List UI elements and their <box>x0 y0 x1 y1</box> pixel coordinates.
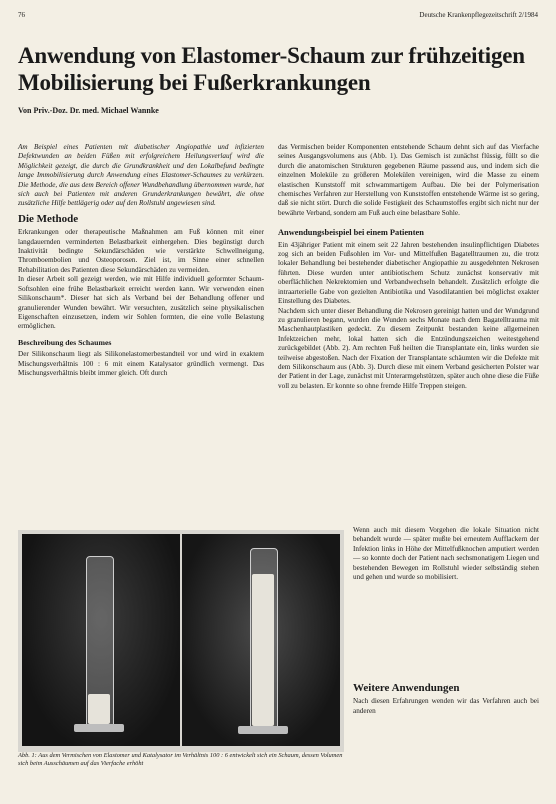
left-column <box>18 143 264 378</box>
article-title: Anwendung von Elastomer-Schaum zur frühzeitigen Mobilisierung bei Fußerkrankungen <box>18 43 525 95</box>
journal-name: Deutsche Krankenpflegezeitschrift 2/1984 <box>419 11 538 19</box>
paragraph: Erkrankungen oder therapeutische Maßnahmen am Fuß können mit einer langdauernden verminderten Belastbarkeit einhergehen. Dies begünstigt durch Inaktivität bedingte Sekundärschäden wie verstärkte Schwellneigung, Thromboembolien und Osteoporosen. Ziel ist, im Sinne einer schnellen Rehabilitation des Patienten diese Sekundärschäden zu vermeiden. <box>18 228 264 274</box>
mixture <box>88 694 110 724</box>
author-line: Von Priv.-Doz. Dr. med. Michael Wannke <box>18 106 159 115</box>
subsection-heading-schaum: Beschreibung des Schaumes <box>18 337 112 347</box>
paragraph: das Vermischen beider Komponenten entstehende Schaum dehnt sich auf das Vierfache seines Ausgangsvolumens aus (Abb. 1). Das Gemisch ist zunächst flüssig, füllt so die durch die anatomischen Strukturen gegebenen Räume passend aus, und indem sich die einzelnen Moleküle zu größeren Molekülen vereinigen, wird die Masse zu einem elastischen Kunststoff mit schwammartigem Aufbau. Die bei der Polymerisation chemisches Verfahren zur Herstellung von Kunststoffen entstehende Wärme ist so gering, daß sie nicht stört. Durch die solide Festigkeit des Schaumstoffes ergibt sich nicht nur der bewährte Verband, sondern am Fuß auch eine belastbare Sohle. <box>278 143 539 217</box>
paragraph: Der Silikonschaum liegt als Silikonelastomerbestandteil vor und wird in exaktem Mischungsverhältnis 100 : 6 mit einem Katalysator gründlich vermengt. Das Mischungsverhältnis bleibt immer gleich. Oft durch <box>18 350 264 377</box>
right-column <box>278 143 539 403</box>
paragraph: Ein 43jähriger Patient mit einem seit 22 Jahren bestehenden insulinpflichtigen Diabetes zog sich an beiden Fußsohlen im Vor- und Mittelfußen Bagatelltraumen zu, die trotz lokaler Behandlung bei bestehender diabetischer Angiopathie zu ausgedehnten Nekrosen führten. Diese wurden unter antibiotischem Schutz zunächst konservativ mit oberflächlichen Nekrektomien und Verbandwechseln behandelt. Zusätzlich erfolgte die intraarterielle Gabe von gezielten Antibiotika und Vasodilatantien bei möglichst exakter Einstellung des Diabetes. <box>278 240 539 306</box>
cylinder-base <box>238 726 288 734</box>
section-heading-methode: Die Methode <box>18 212 79 225</box>
paragraph: Nachdem sich unter dieser Behandlung die Nekrosen gereinigt hatten und der Wundgrund zu granulieren begann, wurden die Wunden sechs Monate nach dem Bagatelltrauma mit Maschenhautplastiken gedeckt. Zu diesem Zeitpunkt bestanden keine allgemeinen Infektzeichen mehr, lokal hatten sich die Entzündungszeichen weitestgehend zurückgebildet (Abb. 2). Am rechten Fuß heilten die Transplantate ein, links wurden sie teilweise abgestoßen. Nach der Fixation der Transplantate schäumten wir die Defekte mit dem Silikonschaum aus (Abb. 3). Durch diese mit einem Verband gesicherten Polster war der Patient in der Lage, zunächst mit Unterarmgehstützen, später auch ohne diese die Füße voll zu belasten. Er konnte so ohne fremde Hilfe Treppen steigen. <box>278 306 539 390</box>
figure-1 <box>18 530 344 752</box>
subsection-heading-beispiel: Anwendungsbeispiel bei einem Patienten <box>278 228 424 238</box>
page-number: 76 <box>18 11 25 19</box>
abstract: Am Beispiel eines Patienten mit diabetischer Angiopathie und infizierten Defektwunden an beiden Füßen mit erfolgreichem Heilungsverlauf wird die Möglichkeit gezeigt, die durch die Grundkrankheit und den Lokalbefund bedingte lange Immobilisierung durch Anwendung eines Elastomer-Schaumes zu verkürzen. Die Methode, die aus dem Bereich offener Wundbehandlung übernommen wurde, hat sich auch bei Patienten mit anderen Grunderkrankungen bewährt, die ohne zusätzliche Hilfe bettlägerig oder auf den Rollstuhl angewiesen sind. <box>18 143 264 208</box>
foam-column <box>252 574 274 726</box>
figure-caption: Abb. 1: Aus dem Vermischen von Elastomer und Katalysator im Verhältnis 100 : 6 entwickelt sich ein Schaum, dessen Volumen sich beim Ausschäumen auf das Vierfache erhöht <box>18 752 343 767</box>
paragraph: Nach diesen Erfahrungen wenden wir das Verfahren auch bei anderen <box>353 697 539 715</box>
paragraph: Wenn auch mit diesem Vorgehen die lokale Situation nicht behandelt wurde — später mußte bei erneutem Aufflackern der Infektion links in Höhe der Mittelfußknochen amputiert werden — so konnte doch der Patient nach sechsmonatigem Liegen und bestehenden Bewegen im Rollstuhl wieder selbständig stehen und gehen und wurde so mobilisiert. <box>353 526 539 582</box>
running-header <box>18 11 538 19</box>
cylinder-base <box>74 724 124 732</box>
photo-graduated-cylinder-before <box>22 534 180 746</box>
section-heading-weitere: Weitere Anwendungen <box>353 682 460 694</box>
paragraph: In dieser Arbeit soll gezeigt werden, wie mit Hilfe individuell geformter Schaum-Softsohlen eine frühe Belastbarkeit erreicht werden kann. Wir verwenden einen Silikonschaum*. Dieser hat sich als Verband bei der Behandlung offener und granulierender Wunden bewährt. Wir versuchten, zusätzlich seine physikalischen Eigenschaften einzusetzen, indem wir Sohlen formten, die eine volle Belastung ermöglichen. <box>18 275 264 331</box>
right-column-lower <box>353 526 539 716</box>
photo-graduated-cylinder-after <box>182 534 340 746</box>
